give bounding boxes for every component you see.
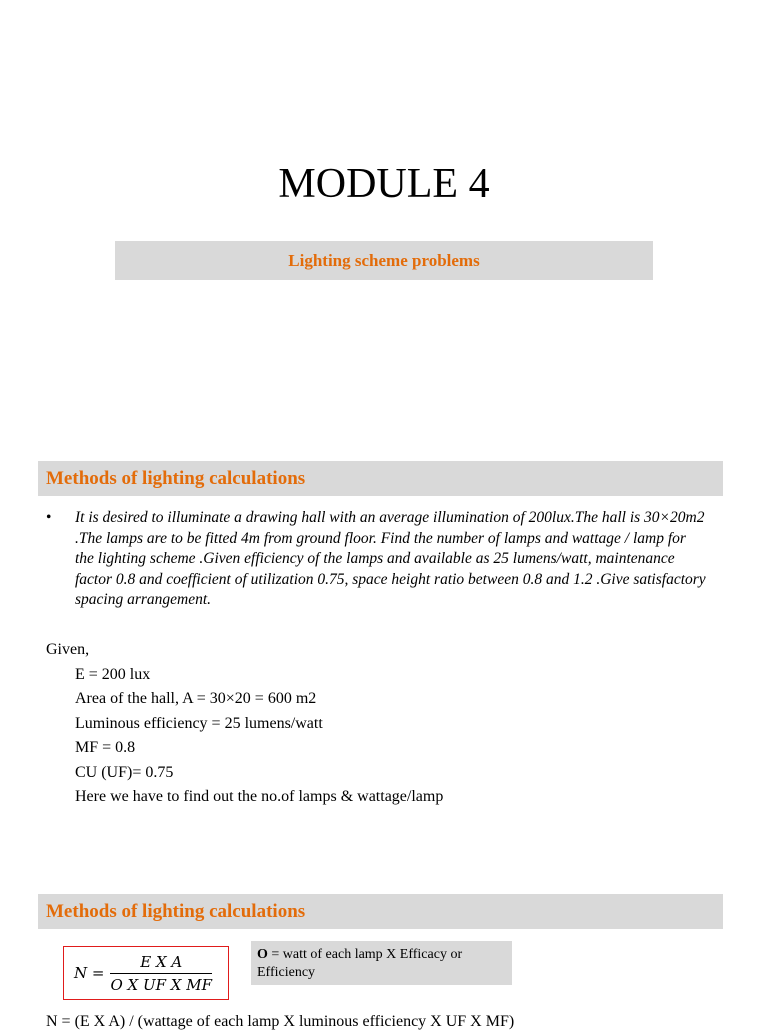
given-item: Here we have to find out the no.of lamps & wattage/lamp: [75, 788, 444, 805]
formula-box: [63, 946, 229, 1000]
subtitle-banner: [115, 241, 653, 280]
slide-heading: Methods of lighting calculations: [46, 467, 306, 489]
note-symbol: O: [257, 947, 268, 962]
slide-heading-bar: [38, 894, 723, 929]
formula-numerator: E X A: [140, 952, 183, 971]
bullet-marker: •: [46, 509, 52, 526]
formula-lhs: N =: [74, 964, 105, 982]
given-label: Given,: [46, 641, 90, 658]
slide-heading: Methods of lighting calculations: [46, 900, 306, 922]
formula-denominator: O X UF X MF: [110, 975, 213, 994]
title-slide: [0, 0, 768, 440]
subtitle-text: Lighting scheme problems: [288, 250, 480, 270]
expanded-equation: N = (E X A) / (wattage of each lamp X luminous efficiency X UF X MF): [46, 1013, 515, 1030]
problem-slide: [0, 440, 768, 860]
given-block: [46, 638, 443, 810]
note-text: = watt of each lamp X Efficacy or Efficiency: [257, 947, 463, 980]
definition-note: [251, 941, 512, 985]
formula-slide: [0, 860, 768, 1030]
given-item: CU (UF)= 0.75: [75, 763, 174, 781]
module-title: MODULE 4: [278, 161, 490, 207]
problem-statement: It is desired to illuminate a drawing hall with an average illumination of 200lux.The hall is 30×20m2 .The lamps are to be fitted 4m from ground floor. Find the number of lamps and wattage / lamp for the lighting scheme .Given efficiency of the lamps and available as 25 lumens/watt, maintenance factor 0.8 and coefficient of utilization 0.75, space height ratio between 0.8 and 1.2 .Give satisfactory spacing arrangement.: [75, 509, 706, 608]
given-item: Luminous efficiency = 25 lumens/watt: [75, 714, 323, 732]
given-item: E = 200 lux: [75, 665, 151, 683]
problem-bullet: [46, 508, 706, 611]
given-item: MF = 0.8: [75, 739, 136, 756]
slide-heading-bar: [38, 461, 723, 496]
given-item: Area of the hall, A = 30×20 = 600 m2: [75, 690, 317, 707]
formula-fraction: [110, 953, 212, 994]
